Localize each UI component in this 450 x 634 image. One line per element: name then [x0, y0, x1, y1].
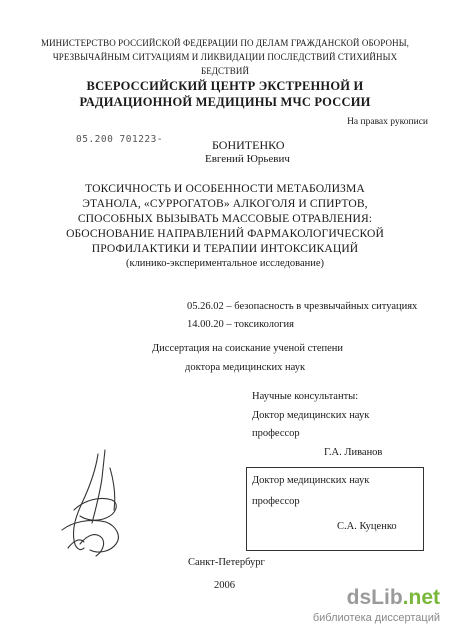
ministry-line-2: ЧРЕЗВЫЧАЙНЫМ СИТУАЦИЯМ И ЛИКВИДАЦИИ ПОСЛЕДСТВИЙ СТИХИЙНЫХ — [52, 52, 398, 62]
degree-line-1: Диссертация на соискание ученой степени — [152, 343, 344, 354]
specialty-2: 14.00.20 – токсикология — [187, 319, 294, 330]
stamp-code: 05.200 701223- — [76, 134, 164, 145]
consultants-heading: Научные консультанты: — [252, 391, 359, 402]
author-surname: БОНИТЕНКО — [212, 138, 285, 152]
consultant-1-degree: Доктор медицинских наук — [252, 410, 370, 421]
consultant-2-name: С.А. Куценко — [337, 521, 397, 532]
ministry-line-3: БЕДСТВИЙ — [200, 66, 250, 76]
consultant-2-title: профессор — [252, 496, 300, 507]
watermark-brand: dsLib.net — [346, 586, 440, 609]
consultant-1-name: Г.А. Ливанов — [324, 447, 383, 458]
watermark-logo — [312, 586, 440, 624]
author-name: Евгений Юрьевич — [205, 153, 290, 165]
ministry-line-1: МИНИСТЕРСТВО РОССИЙСКОЙ ФЕДЕРАЦИИ ПО ДЕЛАМ ГРАЖДАНСКОЙ ОБОРОНЫ, — [40, 38, 409, 48]
handwritten-signature — [50, 448, 140, 563]
title-line-5: ПРОФИЛАКТИКИ И ТЕРАПИИ ИНТОКСИКАЦИЙ — [91, 242, 359, 255]
subtitle: (клинико-экспериментальное исследование) — [125, 258, 325, 269]
center-name-line-2: РАДИАЦИОННОЙ МЕДИЦИНЫ МЧС РОССИИ — [79, 95, 371, 109]
degree-line-2: доктора медицинских наук — [185, 362, 306, 373]
watermark-tagline: библиотека диссертаций — [312, 612, 440, 624]
title-line-4: ОБОСНОВАНИЕ НАПРАВЛЕНИЙ ФАРМАКОЛОГИЧЕСКОЙ — [66, 227, 384, 240]
specialty-1: 05.26.02 – безопасность в чрезвычайных ситуациях — [187, 301, 418, 312]
title-line-3: СПОСОБНЫХ ВЫЗЫВАТЬ МАССОВЫЕ ОТРАВЛЕНИЯ: — [77, 212, 373, 225]
consultant-1-title: профессор — [252, 428, 300, 439]
center-name-line-1: ВСЕРОССИЙСКИЙ ЦЕНТР ЭКСТРЕННОЙ И — [86, 79, 364, 93]
title-line-1: ТОКСИЧНОСТЬ И ОСОБЕННОСТИ МЕТАБОЛИЗМА — [85, 182, 365, 195]
city: Санкт-Петербург — [188, 557, 265, 568]
consultant-2-degree: Доктор медицинских наук — [252, 475, 370, 486]
watermark-brand-suffix: .net — [402, 586, 440, 609]
manuscript-note: На правах рукописи — [347, 117, 428, 127]
year: 2006 — [214, 580, 235, 591]
title-line-2: ЭТАНОЛА, «СУРРОГАТОВ» АЛКОГОЛЯ И СПИРТОВ, — [82, 197, 368, 210]
